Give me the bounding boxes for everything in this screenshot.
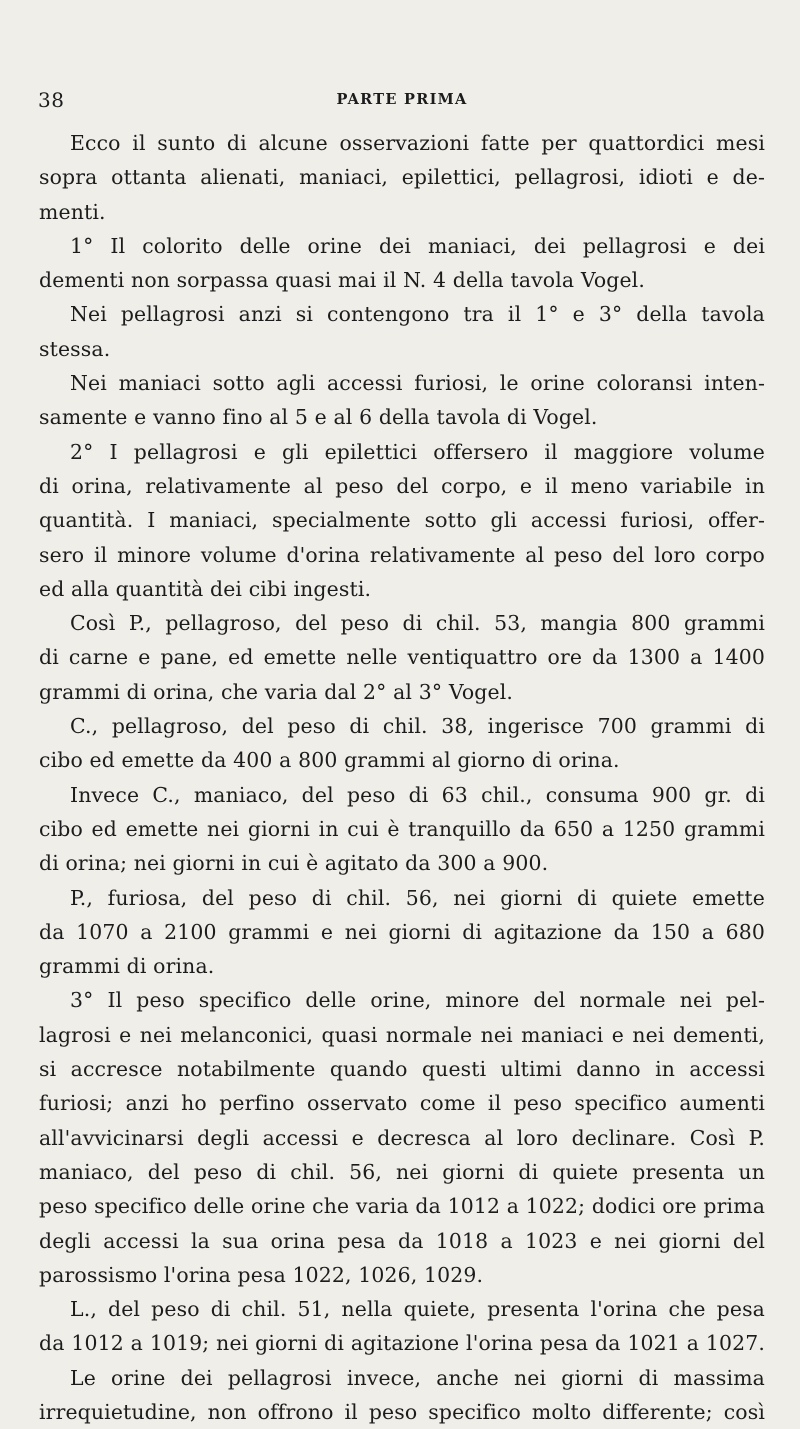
text-line: parossismo l'orina pesa 1022, 1026, 1029. xyxy=(39,1262,484,1287)
text-line: Nei maniaci sotto agli accessi furiosi, le orine coloransi inten- xyxy=(70,371,765,396)
text-line: Le orine dei pellagrosi invece, anche nei giorni di massima xyxy=(70,1365,765,1390)
text-line: furiosi; anzi ho perfino osservato come il peso specifico aumenti xyxy=(39,1091,765,1116)
text-line: da 1012 a 1019; nei giorni di agitazione l'orina pesa da 1021 a 1027. xyxy=(39,1331,765,1356)
text-line: Invece C., maniaco, del peso di 63 chil., consuma 900 gr. di xyxy=(70,782,765,807)
text-line: L., del peso di chil. 51, nella quiete, presenta l'orina che pesa xyxy=(70,1297,765,1322)
text-line: dementi non sorpassa quasi mai il N. 4 della tavola Vogel. xyxy=(39,268,645,293)
text-line: di orina, relativamente al peso del corpo, e il meno variabile in xyxy=(39,473,765,498)
text-line: Così P., pellagroso, del peso di chil. 53, mangia 800 grammi xyxy=(70,611,765,636)
text-line: 2° I pellagrosi e gli epilettici offersero il maggiore volume xyxy=(70,439,765,464)
text-line: lagrosi e nei melanconici, quasi normale nei maniaci e nei dementi, xyxy=(39,1022,765,1047)
text-line: sopra ottanta alienati, maniaci, epilettici, pellagrosi, idioti e de- xyxy=(39,165,765,190)
text-line: Ecco il sunto di alcune osservazioni fatte per quattordici mesi xyxy=(70,131,765,155)
text-line: maniaco, del peso di chil. 56, nei giorni di quiete presenta un xyxy=(39,1159,765,1184)
text-line: quantità. I maniaci, specialmente sotto gli accessi furiosi, offer- xyxy=(39,508,765,533)
body-text xyxy=(39,126,765,1429)
text-line: di orina; nei giorni in cui è agitato da 300 a 900. xyxy=(39,851,549,876)
text-line: P., furiosa, del peso di chil. 56, nei giorni di quiete emette xyxy=(70,885,765,910)
text-line: stessa. xyxy=(39,336,111,361)
text-line: ed alla quantità dei cibi ingesti. xyxy=(39,576,372,601)
text-line: grammi di orina, che varia dal 2° al 3° Vogel. xyxy=(39,679,513,704)
text-line: di carne e pane, ed emette nelle ventiquattro ore da 1300 a 1400 xyxy=(39,645,765,670)
text-line: degli accessi la sua orina pesa da 1018 a 1023 e nei giorni del xyxy=(39,1228,765,1253)
text-line: cibo ed emette nei giorni in cui è tranquillo da 650 a 1250 grammi xyxy=(39,816,765,841)
text-line: C., pellagroso, del peso di chil. 38, ingerisce 700 grammi di xyxy=(70,714,765,739)
text-line: peso specifico delle orine che varia da 1012 a 1022; dodici ore prima xyxy=(39,1194,765,1219)
text-line: Nei pellagrosi anzi si contengono tra il 1° e 3° della tavola xyxy=(70,302,765,327)
text-line: all'avvicinarsi degli accessi e decresca al loro declinare. Così P. xyxy=(39,1125,765,1150)
page-header xyxy=(38,88,766,112)
text-line: grammi di orina. xyxy=(39,954,215,979)
text-line: samente e vanno fino al 5 e al 6 della tavola di Vogel. xyxy=(39,405,598,430)
running-head: PARTE PRIMA xyxy=(336,91,468,108)
text-line: irrequietudine, non offrono il peso specifico molto differente; così xyxy=(39,1399,765,1424)
page-number: 38 xyxy=(38,88,65,112)
text-line: menti. xyxy=(39,199,106,224)
text-line: da 1070 a 2100 grammi e nei giorni di agitazione da 150 a 680 xyxy=(39,919,765,944)
text-line: cibo ed emette da 400 a 800 grammi al giorno di orina. xyxy=(39,748,620,773)
text-line: 3° Il peso specifico delle orine, minore del normale nei pel- xyxy=(70,988,765,1013)
text-line: 1° Il colorito delle orine dei maniaci, dei pellagrosi e dei xyxy=(70,233,765,258)
text-line: si accresce notabilmente quando questi ultimi danno in accessi xyxy=(39,1057,765,1082)
text-line: sero il minore volume d'orina relativamente al peso del loro corpo xyxy=(39,542,765,567)
